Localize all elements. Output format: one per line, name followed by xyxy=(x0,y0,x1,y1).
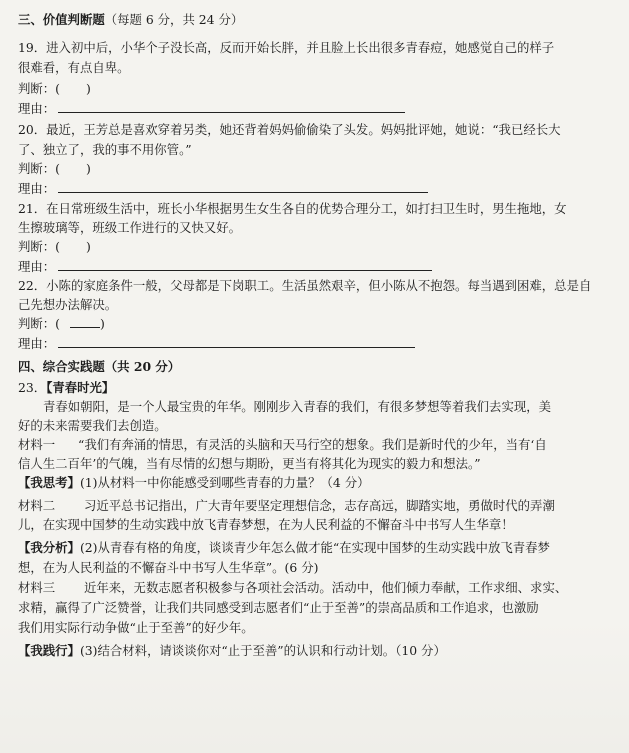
material2-line1 xyxy=(18,497,555,515)
analyze-line2: 想，在为人民利益的不懈奋斗中书写人生华章”。(6 分) xyxy=(18,560,319,575)
section3-heading xyxy=(18,11,243,29)
q20-reason-label: 理由： xyxy=(18,181,56,196)
q22-judge-close: ) xyxy=(100,316,105,331)
q22-reason-row xyxy=(18,335,415,353)
material2-text1: 习近平总书记指出，广大青年要坚定理想信念，志存高远，脚踏实地，勇做时代的弄潮 xyxy=(84,498,555,513)
q21-judge-close: ) xyxy=(86,239,91,254)
material1-line1 xyxy=(18,436,547,454)
material3-line2: 求精，赢得了广泛赞誉，让我们共同感受到志愿者们“止于至善”的崇高品质和工作追求，也激励 xyxy=(18,600,539,615)
material3-label: 材料三 xyxy=(18,580,56,595)
q23-intro-line1 xyxy=(18,398,551,416)
q22-reason-label: 理由： xyxy=(18,336,56,351)
analyze-line1 xyxy=(18,539,550,557)
q22-judge-label: 判断：( xyxy=(18,316,61,331)
think-text: (1)从材料一中你能感受到哪些青春的力量？（4 分） xyxy=(79,475,370,490)
q19-judge-close: ) xyxy=(86,81,91,96)
q22-judge-blank[interactable] xyxy=(70,315,100,328)
material3-text1: 近年来，无数志愿者积极参与各项社会活动。活动中，他们倾力奉献，工作求细、求实、 xyxy=(84,580,568,595)
q20-judge-label: 判断：( xyxy=(18,161,61,176)
practice-tag: 【我践行】 xyxy=(18,643,80,658)
q20-reason-blank[interactable] xyxy=(58,180,428,193)
q19-reason-label: 理由： xyxy=(18,101,56,116)
q19-judge-row xyxy=(18,80,91,98)
q21-reason-label: 理由： xyxy=(18,259,56,274)
q19-reason-blank[interactable] xyxy=(58,100,405,113)
material1-label: 材料一 xyxy=(18,437,56,452)
q19-judge-label: 判断：( xyxy=(18,81,61,96)
q21-reason-blank[interactable] xyxy=(58,258,432,271)
q23-tag: 【青春时光】 xyxy=(46,380,115,395)
q21-judge-label: 判断：( xyxy=(18,239,61,254)
q20-judge-close: ) xyxy=(86,161,91,176)
q22-judge-row xyxy=(18,315,105,333)
section3-note: （每题 6 分，共 24 分） xyxy=(104,12,244,27)
q22-line1: 22．小陈的家庭条件一般，父母都是下岗职工。生活虽然艰辛，但小陈从不抱怨。每当遇到困难，总是自 xyxy=(18,278,592,293)
material2-label: 材料二 xyxy=(18,498,56,513)
q22-line2: 己先想办法解决。 xyxy=(18,297,118,312)
material3-line1 xyxy=(18,579,567,597)
think-question xyxy=(18,474,370,492)
practice-question xyxy=(18,642,446,660)
q23-intro-text1: 青春如朝阳，是一个人最宝贵的年华。刚刚步入青春的我们，有很多梦想等着我们去实现，美 xyxy=(43,399,552,414)
q20-reason-row xyxy=(18,180,428,198)
q23-intro-line2: 好的未来需要我们去创造。 xyxy=(18,418,167,433)
q19-line1: 19．进入初中后，小华个子没长高，反而开始长胖，并且脸上长出很多青春痘，她感觉自己的样子 xyxy=(18,40,555,55)
analyze-tag: 【我分析】 xyxy=(18,540,80,555)
q19-reason-row xyxy=(18,100,405,118)
material2-line2: 儿，在实现中国梦的生动实践中放飞青春梦想，在为人民利益的不懈奋斗中书写人生华章！ xyxy=(18,517,514,532)
q22-reason-blank[interactable] xyxy=(58,335,415,348)
q20-line2: 了、独立了，我的事不用你管。” xyxy=(18,142,192,157)
section4-title: 四、综合实践题（共 20 分） xyxy=(18,359,181,374)
analyze-text1: (2)从青春有格的角度，谈谈青少年怎么做才能“在实现中国梦的生动实践中放飞青春梦 xyxy=(79,540,550,555)
think-tag: 【我思考】 xyxy=(18,475,80,490)
q19-line2: 很难看，有点自卑。 xyxy=(18,60,130,75)
practice-text: (3)结合材料，请谈谈你对“止于至善”的认识和行动计划。（10 分） xyxy=(79,643,446,658)
q20-judge-row xyxy=(18,160,91,178)
material1-line2: 信人生二百年’的气魄，当有尽情的幻想与期盼，更当有将其化为现实的毅力和想法。” xyxy=(18,456,481,471)
material3-line3: 我们用实际行动争做“止于至善”的好少年。 xyxy=(18,620,254,635)
q20-line1: 20．最近，王芳总是喜欢穿着另类，她还背着妈妈偷偷染了头发。妈妈批评她，她说：“我已经长大 xyxy=(18,122,561,137)
q21-line1: 21．在日常班级生活中，班长小华根据男生女生各自的优势合理分工，如打扫卫生时，男生拖地，女 xyxy=(18,201,567,216)
page-bottom-blank xyxy=(0,620,629,753)
q21-line2: 生擦玻璃等，班级工作进行的又快又好。 xyxy=(18,220,242,235)
material1-text1: “我们有奔涌的情思，有灵活的头脑和天马行空的想象。我们是新时代的少年，当有‘自 xyxy=(78,437,547,452)
section3-title: 三、价值判断题 xyxy=(18,12,105,27)
q23-number: 23． xyxy=(18,380,47,395)
q21-reason-row xyxy=(18,258,432,276)
q23-heading xyxy=(18,379,114,397)
q21-judge-row xyxy=(18,238,91,256)
